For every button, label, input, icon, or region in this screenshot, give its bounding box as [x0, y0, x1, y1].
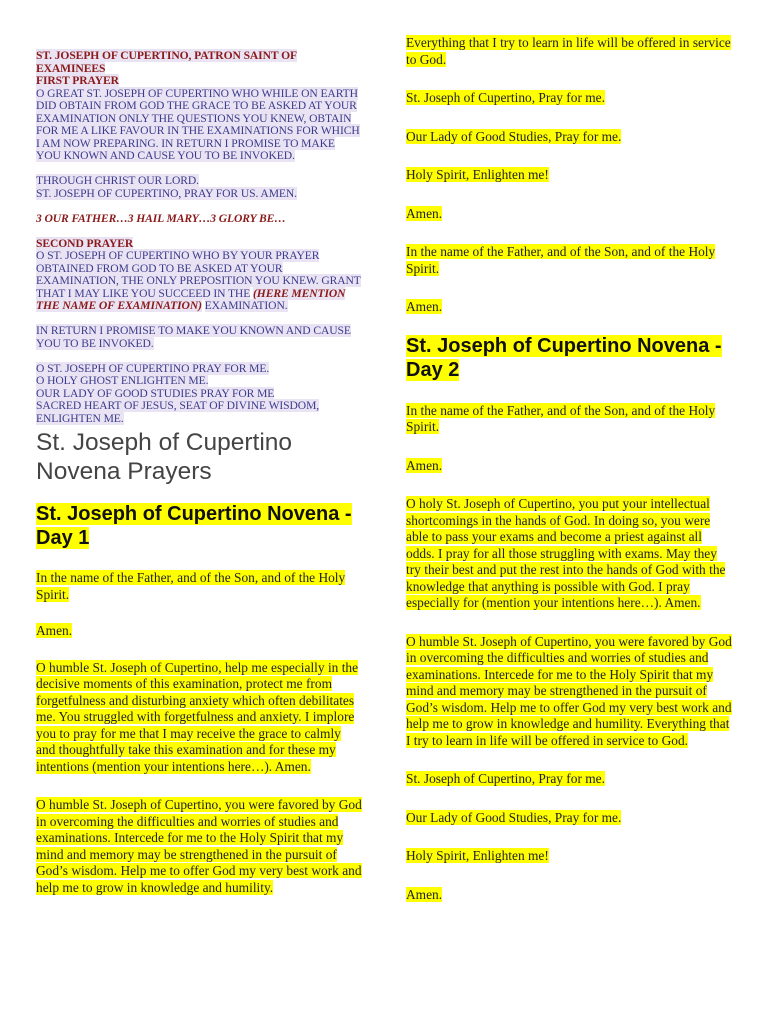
day2-heading: St. Joseph of Cupertino Novena - Day 2 — [406, 334, 722, 381]
closing-line: O HOLY GHOST ENLIGHTEN ME. — [36, 374, 209, 387]
closing-line: SACRED HEART OF JESUS, SEAT OF DIVINE WISDOM, ENLIGHTEN ME. — [36, 399, 320, 425]
patron-saint-title: ST. JOSEPH OF CUPERTINO, PATRON SAINT OF EXAMINEES — [36, 49, 297, 75]
first-prayer-heading: FIRST PRAYER — [36, 74, 119, 87]
day2-pray-for-me: St. Joseph of Cupertino, Pray for me. — [406, 771, 605, 786]
in-return-line: IN RETURN I PROMISE TO MAKE YOU KNOWN AND CAUSE YOU TO BE INVOKED. — [36, 324, 351, 350]
our-father-line: 3 OUR FATHER…3 HAIL MARY…3 GLORY BE… — [36, 211, 286, 225]
closing-line: O ST. JOSEPH OF CUPERTINO PRAY FOR ME. — [36, 361, 270, 375]
day2-holy-spirit: Holy Spirit, Enlighten me! — [406, 848, 549, 863]
first-prayer-text: O GREAT ST. JOSEPH OF CUPERTINO WHO WHILE ON EARTH DID OBTAIN FROM GOD THE GRACE TO BE ASKED AT YOUR EXAMINATION ONLY THE QUESTIONS YOU KNEW, OBTAIN FOR ME A LIKE FAVOUR IN THE EXAMINATIONS FOR WHICH I AM NOW PREPARING. IN RETURN I PROMISE TO MAKE YOU KNOWN AND CAUSE YOU TO BE INVOKED. — [36, 86, 360, 162]
day2-amen: Amen. — [406, 457, 443, 473]
pray-for-us-line: ST. JOSEPH OF CUPERTINO, PRAY FOR US. AMEN. — [36, 186, 297, 200]
pray-for-me-line: St. Joseph of Cupertino, Pray for me. — [406, 90, 605, 105]
through-christ-line: THROUGH CHRIST OUR LORD. — [36, 174, 199, 187]
second-prayer-heading: SECOND PRAYER — [36, 236, 134, 250]
day2-paragraph-2: O humble St. Joseph of Cupertino, you were favored by God in overcoming the difficulties and worries of studies and examinations. Intercede for me to the Holy Spirit that my mind and memory may be strengthened in the pursuit of God’s wisdom. Help me to offer God my very best work and help me to grow in knowledge and humility. Everything that I try to learn in life will be offered in service to God. — [406, 633, 732, 748]
second-prayer-text: O ST. JOSEPH OF CUPERTINO WHO BY YOUR PRAYER OBTAINED FROM GOD TO BE ASKED AT YOUR EXAMINATION, THE ONLY PREPOSITION YOU KNEW. GRANT THAT I MAY LIKE YOU SUCCEED IN THE — [36, 249, 361, 300]
day1-heading: St. Joseph of Cupertino Novena - Day 1 — [36, 503, 352, 549]
day1-in-the-name: In the name of the Father, and of the Son, and of the Holy Spirit. — [36, 570, 346, 602]
mention-examination-note: (HERE MENTION THE NAME OF EXAMINATION) — [36, 286, 346, 312]
our-lady-line: Our Lady of Good Studies, Pray for me. — [406, 128, 622, 144]
amen-line: Amen. — [406, 205, 443, 221]
holy-spirit-line: Holy Spirit, Enlighten me! — [406, 167, 549, 182]
left-column — [36, 0, 362, 896]
day2-in-the-name: In the name of the Father, and of the Son, and of the Holy Spirit. — [406, 402, 716, 434]
day2-paragraph-1: O holy St. Joseph of Cupertino, you put your intellectual shortcomings in the hands of God. In doing so, you were able to pass your exams and become a priest against all odds. I pray for all those struggling with exams. May they try their best and put the rest into the hands of God with the knowledge that anything is possible with God. I pray especially for (mention your intentions here…). Amen. — [406, 496, 726, 610]
day1-amen: Amen. — [36, 623, 73, 638]
in-the-name-line: In the name of the Father, and of the Son, and of the Holy Spirit. — [406, 244, 716, 276]
closing-line: OUR LADY OF GOOD STUDIES PRAY FOR ME — [36, 386, 275, 400]
day1-paragraph-1: O humble St. Joseph of Cupertino, help me especially in the decisive moments of this examination, protect me from forgetfulness and disturbing anxiety which often debilitates me. You struggled with forgetfulness and anxiety. I implore you to pray for me that I may receive the grace to calmly and thoughtfully take this examination and for these my intentions (mention your intentions here…). Amen. — [36, 659, 359, 774]
day1-paragraph-2: O humble St. Joseph of Cupertino, you were favored by God in overcoming the difficulties and worries of studies and examinations. Intercede for me to the Holy Spirit that my mind and memory may be strengthened in the pursuit of God’s wisdom. Help me to offer God my very best work and help me to grow in knowledge and humility. — [36, 797, 362, 895]
offered-line: Everything that I try to learn in life will be offered in service to God. — [406, 35, 731, 67]
document-title: St. Joseph of Cupertino Novena Prayers — [36, 429, 293, 485]
amen-line: Amen. — [406, 299, 443, 314]
right-column — [406, 0, 732, 903]
second-prayer-text-end: EXAMINATION. — [204, 299, 288, 312]
old-prayer-block — [36, 50, 362, 425]
day2-amen-final: Amen. — [406, 886, 443, 902]
day2-our-lady: Our Lady of Good Studies, Pray for me. — [406, 809, 622, 825]
